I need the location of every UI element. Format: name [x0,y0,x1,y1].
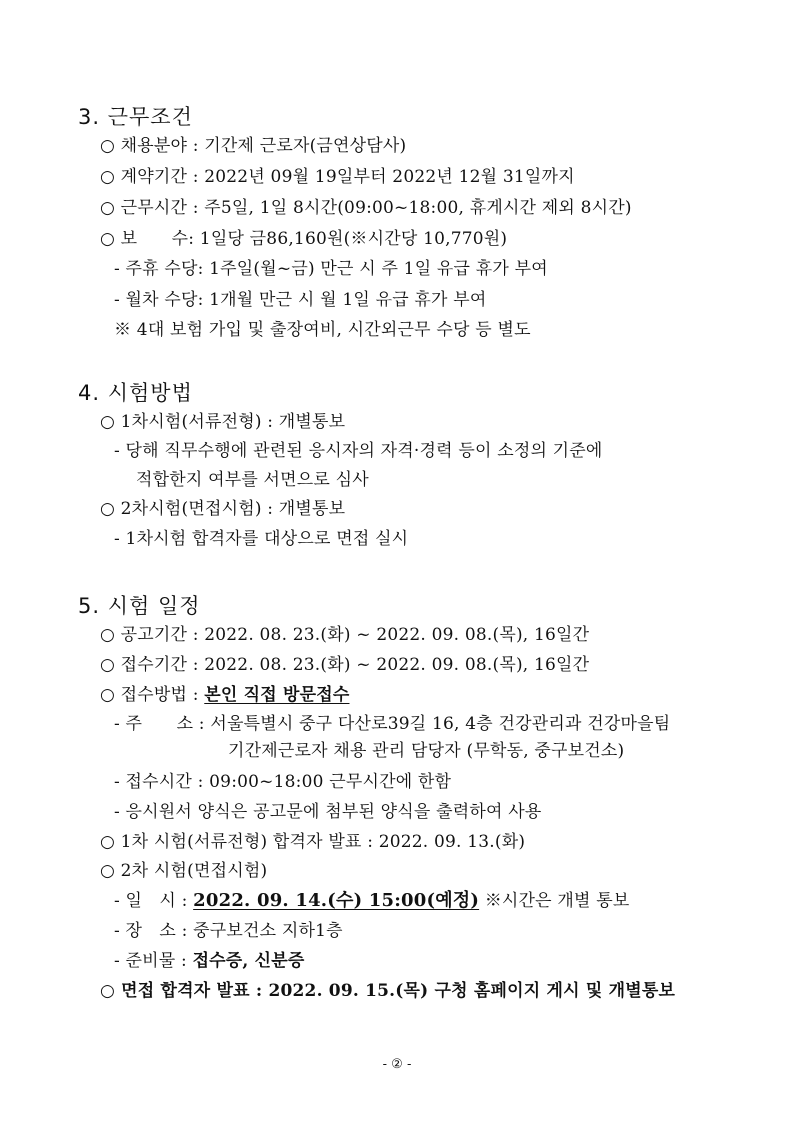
first-result: ○ 1차 시험(서류전형) 합격자 발표 : 2022. 09. 13.(화) [100,832,526,852]
preparation [114,950,305,972]
interview-date [114,890,629,912]
page-number: - ② - [382,1057,412,1072]
second-exam: ○ 2차시험(면접시험) : 개별통보 [100,499,346,519]
preparation-label: - 준비물 : [114,951,193,971]
final-result: ○ 면접 합격자 발표 : 2022. 09. 15.(목) 구청 홈페이지 게시 및 개별통보 [100,981,676,1001]
address-line-1: 서울특별시 중구 다산로39길 16, 4층 건강관리과 건강마을팀 [210,714,671,734]
working-hours: ○ 근무시간 : 주5일, 1일 8시간(09:00~18:00, 휴게시간 제외 8시간) [100,198,632,218]
monthly-allowance: - 월차 수당: 1개월 만근 시 월 1일 유급 휴가 부여 [114,290,487,310]
receipt-hours: - 접수시간 : 09:00~18:00 근무시간에 한함 [114,772,452,792]
first-exam-detail-2: 적합한지 여부를 서면으로 심사 [136,470,369,490]
receipt-method-value: 본인 직접 방문접수 [204,685,350,705]
notice-period: ○ 공고기간 : 2022. 08. 23.(화) ~ 2022. 09. 08.(목), 16일간 [100,625,590,645]
interview-place: - 장 소 : 중구보건소 지하1층 [114,921,343,941]
section-4-heading: 4. 시험방법 [78,381,193,405]
second-exam-detail: - 1차시험 합격자를 대상으로 면접 실시 [114,529,409,549]
interview-date-label: - 일 시 : [114,891,194,911]
address [114,713,670,735]
address-label: - 주 소 : [114,714,211,734]
receipt-method-label: ○ 접수방법 : [100,685,205,705]
second-exam-schedule: ○ 2차 시험(면접시험) [100,861,268,881]
section-3-heading: 3. 근무조건 [78,105,193,129]
first-exam-detail-1: - 당해 직무수행에 관련된 응시자의 자격·경력 등이 소정의 기준에 [114,441,603,461]
preparation-value: 접수증, 신분증 [192,951,305,971]
interview-date-value: 2022. 09. 14.(수) 15:00(예정) [193,890,480,911]
section-5-heading: 5. 시험 일정 [78,594,201,618]
interview-date-note: ※시간은 개별 통보 [479,891,630,911]
weekly-allowance: - 주휴 수당: 1주일(월~금) 만근 시 주 1일 유급 휴가 부여 [114,259,548,279]
receipt-period: ○ 접수기간 : 2022. 08. 23.(화) ~ 2022. 09. 08.(목), 16일간 [100,655,590,675]
insurance-note: ※ 4대 보험 가입 및 출장여비, 시간외근무 수당 등 별도 [114,320,531,340]
address-line-2: 기간제근로자 채용 관리 담당자 (무학동, 중구보건소) [228,741,625,761]
application-form: - 응시원서 양식은 공고문에 첨부된 양식을 출력하여 사용 [114,802,542,822]
first-exam: ○ 1차시험(서류전형) : 개별통보 [100,412,346,432]
contract-period: ○ 계약기간 : 2022년 09월 19일부터 2022년 12월 31일까지 [100,167,575,187]
receipt-method [100,684,349,706]
pay: ○ 보 수: 1일당 금86,160원(※시간당 10,770원) [100,229,508,249]
employment-field: ○ 채용분야 : 기간제 근로자(금연상담사) [100,136,407,156]
